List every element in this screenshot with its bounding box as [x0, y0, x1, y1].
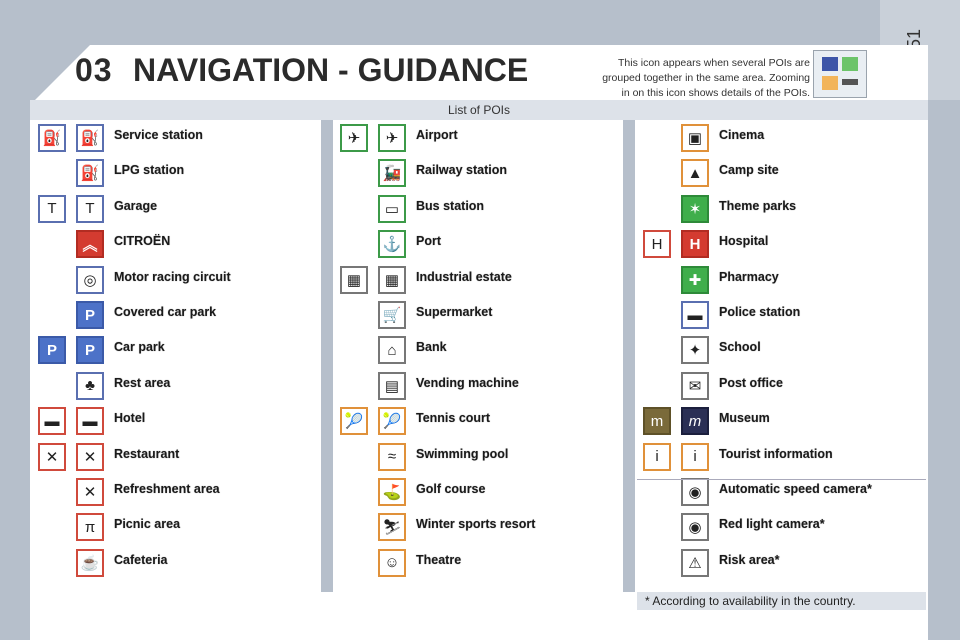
lpg-pump-icon: ⛽: [76, 159, 104, 187]
ship-icon: ⚓: [378, 230, 406, 258]
poi-row: [32, 334, 321, 368]
train-icon: 🚂: [378, 159, 406, 187]
poi-row: [637, 370, 926, 404]
poi-label: Motor racing circuit: [114, 269, 231, 284]
poi-label: Pharmacy: [719, 269, 779, 284]
envelope-icon: ✉: [681, 372, 709, 400]
bank-icon: ⌂: [378, 336, 406, 364]
warning-triangle-icon: ⚠: [681, 549, 709, 577]
poi-row: [637, 122, 926, 156]
camera-section-divider: [637, 479, 926, 480]
pharmacy-cross-icon: ✚: [681, 266, 709, 294]
golfer-icon: ⛳: [378, 478, 406, 506]
poi-label: Port: [416, 234, 441, 249]
poi-row: [32, 511, 321, 545]
poi-row: [32, 441, 321, 475]
poi-row: [637, 157, 926, 191]
poi-label: Garage: [114, 198, 158, 213]
poi-row: [32, 547, 321, 581]
poi-row: [32, 228, 321, 262]
poi-label: Hospital: [719, 234, 769, 249]
film-reel-icon: ▣: [681, 124, 709, 152]
hospital-building-icon: H: [643, 230, 671, 258]
bed-icon: ▬: [38, 407, 66, 435]
museum-multi-icon: m: [643, 407, 671, 435]
poi-label: Police station: [719, 305, 801, 319]
chapter-number: 03: [75, 52, 113, 88]
poi-label: Tennis court: [416, 411, 491, 426]
hospital-h-icon: H: [681, 230, 709, 258]
poi-row: [32, 264, 321, 298]
swimmer-icon: ≈: [378, 443, 406, 471]
poi-label: Golf course: [416, 482, 486, 496]
poi-row: [637, 547, 926, 581]
poi-label: Winter sports resort: [416, 517, 536, 532]
poi-row: [334, 511, 623, 545]
poi-column-1: [32, 120, 321, 592]
poi-row: [334, 547, 623, 581]
poi-label: Theatre: [416, 552, 462, 567]
poi-label: Bus station: [416, 198, 485, 213]
page-title: NAVIGATION - GUIDANCE: [133, 52, 529, 88]
poi-row: [334, 193, 623, 227]
poi-row: [32, 122, 321, 156]
column-separator: [623, 120, 635, 592]
skier-icon: ⛷: [378, 513, 406, 541]
fuel-pump-icon: ⛽: [76, 124, 104, 152]
poi-row: [32, 405, 321, 439]
poi-label: Service station: [114, 128, 203, 142]
poi-row: [32, 370, 321, 404]
poi-row: [32, 157, 321, 191]
wrench-icon: T: [76, 195, 104, 223]
poi-label: Theme parks: [719, 198, 797, 213]
poi-label: Cinema: [719, 128, 765, 142]
picnic-table-icon: π: [76, 513, 104, 541]
poi-label: CITROËN: [114, 234, 171, 249]
poi-row: [334, 299, 623, 333]
poi-label: Risk area*: [719, 552, 780, 567]
poi-label: Refreshment area: [114, 482, 220, 496]
poi-row: [334, 476, 623, 510]
poi-row: [334, 122, 623, 156]
race-track-icon: ◎: [76, 266, 104, 294]
refreshment-icon: ✕: [76, 478, 104, 506]
theme-park-icon: ✶: [681, 195, 709, 223]
poi-label: Automatic speed camera*: [719, 482, 872, 496]
poi-label: Swimming pool: [416, 446, 509, 461]
vending-machine-icon: ▤: [378, 372, 406, 400]
poi-label: Bank: [416, 340, 447, 355]
poi-row: [32, 193, 321, 227]
poi-label: LPG station: [114, 163, 185, 178]
cutlery-icon: ✕: [38, 443, 66, 471]
tennis-player-icon: 🎾: [378, 407, 406, 435]
section-heading: List of POIs: [30, 100, 928, 120]
poi-label: Covered car park: [114, 305, 217, 319]
factory-multi-icon: ▦: [340, 266, 368, 294]
poi-label: Industrial estate: [416, 269, 512, 284]
poi-row: [637, 193, 926, 227]
poi-row: [637, 264, 926, 298]
poi-column-2: [334, 120, 623, 592]
poi-row: [637, 299, 926, 333]
bed-icon: ▬: [76, 407, 104, 435]
poi-label: Picnic area: [114, 517, 181, 532]
poi-label: Post office: [719, 375, 783, 390]
museum-m-icon: m: [681, 407, 709, 435]
poi-row: [334, 441, 623, 475]
theatre-icon: ☺: [378, 549, 406, 577]
bus-icon: ▭: [378, 195, 406, 223]
poi-label: Railway station: [416, 163, 507, 178]
poi-label: Restaurant: [114, 446, 180, 461]
trees-icon: ♣: [76, 372, 104, 400]
poi-column-3: [637, 120, 926, 592]
info-multi-icon: i: [643, 443, 671, 471]
speed-camera-icon: ◉: [681, 478, 709, 506]
poi-row: [637, 476, 926, 510]
shopping-cart-icon: 🛒: [378, 301, 406, 329]
parking-icon: P: [38, 336, 66, 364]
poi-label: Camp site: [719, 163, 779, 178]
poi-row: [334, 405, 623, 439]
poi-row: [334, 228, 623, 262]
poi-row: [32, 476, 321, 510]
poi-row: [334, 334, 623, 368]
airport-multi-icon: ✈: [340, 124, 368, 152]
fuel-pump-icon: ⛽: [38, 124, 66, 152]
info-i-icon: i: [681, 443, 709, 471]
poi-label: Tourist information: [719, 446, 833, 461]
poi-row: [637, 405, 926, 439]
tent-icon: ▲: [681, 159, 709, 187]
grouped-pois-icon: [813, 50, 867, 98]
citroen-chevrons-icon: ︽: [76, 230, 104, 258]
plane-icon: ✈: [378, 124, 406, 152]
poi-row: [32, 299, 321, 333]
poi-label: Airport: [416, 128, 458, 142]
poi-row: [334, 264, 623, 298]
poi-label: Museum: [719, 411, 770, 426]
poi-row: [637, 334, 926, 368]
wrench-icon: T: [38, 195, 66, 223]
poi-label: School: [719, 340, 761, 355]
coffee-cup-icon: ☕: [76, 549, 104, 577]
poi-label: Hotel: [114, 411, 146, 426]
poi-row: [334, 157, 623, 191]
red-light-camera-icon: ◉: [681, 513, 709, 541]
poi-label: Car park: [114, 340, 165, 355]
covered-parking-icon: P: [76, 301, 104, 329]
poi-label: Rest area: [114, 375, 171, 390]
sports-multi-icon: 🎾: [340, 407, 368, 435]
poi-row: [334, 370, 623, 404]
poi-label: Red light camera*: [719, 517, 825, 532]
cutlery-icon: ✕: [76, 443, 104, 471]
column-separator: [321, 120, 333, 592]
parking-icon: P: [76, 336, 104, 364]
poi-row: [637, 511, 926, 545]
poi-label: Cafeteria: [114, 552, 168, 567]
children-icon: ✦: [681, 336, 709, 364]
factory-multi-icon: ▦: [378, 266, 406, 294]
grouped-pois-note: This icon appears when several POIs are grouped together in the same area. Zooming in on this icon shows details of the POIs.: [602, 57, 810, 99]
poi-row: [637, 228, 926, 262]
poi-row: [637, 441, 926, 475]
police-icon: ▬: [681, 301, 709, 329]
poi-label: Supermarket: [416, 305, 493, 319]
poi-label: Vending machine: [416, 375, 519, 390]
footnote: * According to availability in the country.: [637, 592, 926, 610]
